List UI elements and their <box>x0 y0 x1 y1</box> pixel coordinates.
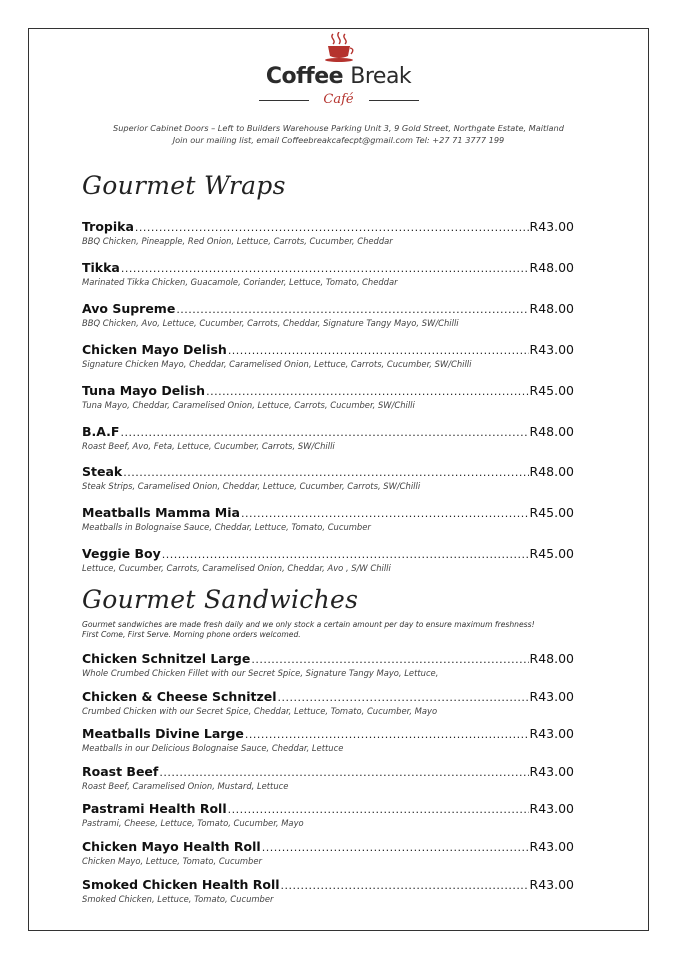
item-price: R43.00 <box>529 726 574 742</box>
sandwiches-note <box>82 620 582 640</box>
menu-item <box>82 764 574 792</box>
dot-leader <box>228 802 529 817</box>
menu-item-row <box>82 505 574 521</box>
menu-item <box>82 877 574 905</box>
item-description: Pastrami, Cheese, Lettuce, Tomato, Cucumber, Mayo <box>82 818 304 829</box>
menu-item <box>82 546 574 574</box>
section-title-sandwiches: Gourmet Sandwiches <box>82 585 359 614</box>
item-name: B.A.F <box>82 423 120 439</box>
dot-leader <box>228 343 529 358</box>
dot-leader <box>135 220 529 235</box>
menu-item-row <box>82 651 574 667</box>
item-name: Chicken & Cheese Schnitzel <box>82 688 277 704</box>
note-line: First Come, First Serve. Morning phone orders welcomed. <box>82 630 301 639</box>
item-name: Veggie Boy <box>82 546 161 562</box>
menu-item-row <box>82 260 574 276</box>
menu-item <box>82 801 574 829</box>
menu-header <box>28 30 649 146</box>
item-description: Smoked Chicken, Lettuce, Tomato, Cucumber <box>82 893 274 904</box>
item-price: R48.00 <box>529 423 574 439</box>
item-name: Steak <box>82 464 123 480</box>
item-price: R48.00 <box>529 300 574 316</box>
menu-item <box>82 219 574 247</box>
dot-leader <box>159 765 528 780</box>
dot-leader <box>123 465 528 480</box>
dot-leader <box>121 261 529 276</box>
dot-leader <box>278 690 529 705</box>
item-name: Chicken Mayo Delish <box>82 341 227 357</box>
menu-item <box>82 505 574 533</box>
menu-item-row <box>82 301 574 317</box>
menu-item-row <box>82 383 574 399</box>
item-price: R43.00 <box>529 801 574 817</box>
menu-item-row <box>82 546 574 562</box>
menu-item <box>82 464 574 492</box>
item-description: Meatballs in our Delicious Bolognaise Sauce, Cheddar, Lettuce <box>82 743 344 754</box>
logo-wordmark: Coffee Break <box>265 64 412 89</box>
item-name: Tikka <box>82 259 120 275</box>
dot-leader <box>262 840 529 855</box>
menu-item <box>82 689 574 717</box>
dot-leader <box>176 302 528 317</box>
menu-item-row <box>82 689 574 705</box>
contact-info <box>28 122 649 146</box>
item-description: Whole Crumbed Chicken Fillet with our Secret Spice, Signature Tangy Mayo, Lettuce, <box>82 668 439 678</box>
item-description: Marinated Tikka Chicken, Guacamole, Coriander, Lettuce, Tomato, Cheddar <box>82 276 398 287</box>
item-price: R48.00 <box>529 464 574 480</box>
item-name: Chicken Schnitzel Large <box>82 651 251 666</box>
menu-item-row <box>82 219 574 235</box>
item-name: Meatballs Divine Large <box>82 726 244 742</box>
dot-leader <box>251 652 528 667</box>
logo-subtitle: Café <box>323 92 354 107</box>
menu-item-row <box>82 801 574 817</box>
item-name: Pastrami Health Roll <box>82 801 227 817</box>
item-description: BBQ Chicken, Pineapple, Red Onion, Lettuce, Carrots, Cucumber, Cheddar <box>82 236 393 246</box>
menu-item <box>82 424 574 452</box>
menu-item-row <box>82 764 574 780</box>
menu-item-row <box>82 464 574 480</box>
menu-item-row <box>82 726 574 742</box>
item-description: Roast Beef, Avo, Feta, Lettuce, Cucumber, Carrots, SW/Chilli <box>82 440 335 451</box>
item-price: R45.00 <box>529 546 574 562</box>
item-name: Smoked Chicken Health Roll <box>82 876 280 892</box>
dot-leader <box>206 384 528 399</box>
menu-item <box>82 726 574 754</box>
item-description: Signature Chicken Mayo, Cheddar, Caramelised Onion, Lettuce, Carrots, Cucumber, SW/Chilli <box>82 358 472 369</box>
menu-item <box>82 651 574 679</box>
item-description: Roast Beef, Caramelised Onion, Mustard, Lettuce <box>82 780 289 791</box>
item-description: Lettuce, Cucumber, Carrots, Caramelised Onion, Cheddar, Avo , S/W Chilli <box>82 563 391 574</box>
mailing-list-line: Join our mailing list, email Coffeebreakcafecpt@gmail.com Tel: +27 71 3777 199 <box>172 135 505 145</box>
item-price: R43.00 <box>529 763 574 779</box>
dot-leader <box>120 425 528 440</box>
item-price: R43.00 <box>529 839 574 854</box>
item-description: Chicken Mayo, Lettuce, Tomato, Cucumber <box>82 856 262 866</box>
item-name: Meatballs Mamma Mia <box>82 505 240 521</box>
dot-leader <box>281 878 529 893</box>
dot-leader <box>241 506 529 521</box>
item-name: Tuna Mayo Delish <box>82 382 206 398</box>
item-description: Tuna Mayo, Cheddar, Caramelised Onion, Lettuce, Carrots, Cucumber, SW/Chilli <box>82 399 415 410</box>
item-price: R48.00 <box>529 259 574 275</box>
item-price: R48.00 <box>529 651 574 666</box>
item-price: R43.00 <box>529 219 574 234</box>
item-description: Steak Strips, Caramelised Onion, Cheddar, Lettuce, Cucumber, Carrots, SW/Chilli <box>82 481 421 492</box>
item-name: Avo Supreme <box>82 300 176 316</box>
logo-divider-right <box>369 100 419 101</box>
item-price: R43.00 <box>529 341 574 357</box>
menu-item <box>82 839 574 867</box>
menu-item-row <box>82 342 574 358</box>
menu-item-row <box>82 839 574 855</box>
dot-leader <box>162 547 529 562</box>
item-description: BBQ Chicken, Avo, Lettuce, Cucumber, Carrots, Cheddar, Signature Tangy Mayo, SW/Chilli <box>82 317 459 328</box>
item-name: Chicken Mayo Health Roll <box>82 839 261 854</box>
menu-item-row <box>82 877 574 893</box>
item-price: R43.00 <box>529 688 574 704</box>
item-price: R45.00 <box>529 505 574 521</box>
section-title-wraps: Gourmet Wraps <box>82 171 286 200</box>
item-description: Meatballs in Bolognaise Sauce, Cheddar, Lettuce, Tomato, Cucumber <box>82 522 371 533</box>
item-price: R43.00 <box>529 876 574 892</box>
address-line: Superior Cabinet Doors – Left to Builders Warehouse Parking Unit 3, 9 Gold Street, Northgate Estate, Maitland <box>113 123 564 133</box>
item-name: Roast Beef <box>82 763 159 779</box>
logo <box>259 30 419 110</box>
dot-leader <box>245 727 529 742</box>
item-name: Tropika <box>82 219 134 234</box>
menu-item <box>82 301 574 329</box>
note-line: Gourmet sandwiches are made fresh daily and we only stock a certain amount per day to ensure maximum freshness! <box>82 620 535 629</box>
menu-item <box>82 260 574 288</box>
menu-item <box>82 383 574 411</box>
menu-item-row <box>82 424 574 440</box>
menu-item <box>82 342 574 370</box>
item-price: R45.00 <box>529 382 574 398</box>
item-description: Crumbed Chicken with our Secret Spice, Cheddar, Lettuce, Tomato, Cucumber, Mayo <box>82 705 438 716</box>
coffee-cup-icon <box>311 32 367 64</box>
